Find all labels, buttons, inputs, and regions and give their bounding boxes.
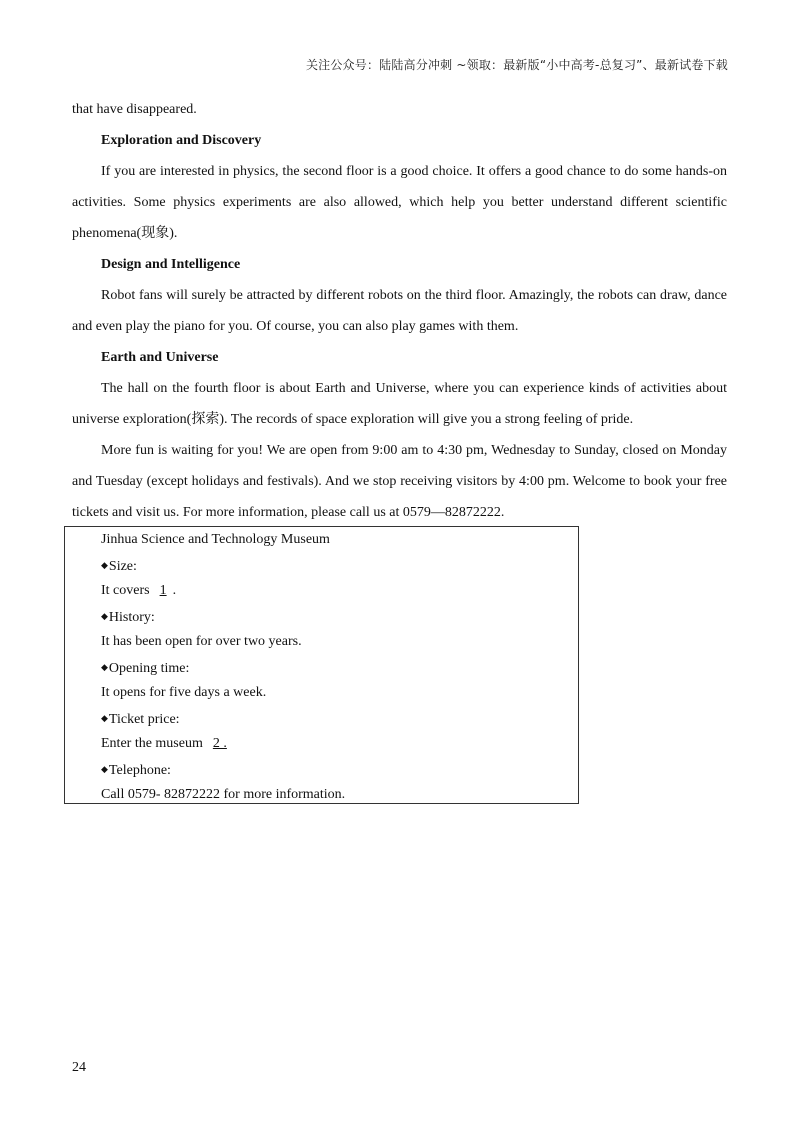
- size-row: [101, 579, 578, 604]
- phone-text: Call 0579- 82872222 for more information.: [101, 787, 346, 802]
- diamond-bullet-icon: ◆: [101, 610, 108, 621]
- opening-label: Opening time:: [108, 660, 190, 676]
- passage-continuation: that have disappeared.: [72, 102, 197, 117]
- info-box-title: Jinhua Science and Technology Museum: [101, 532, 330, 547]
- closing-paragraph: More fun is waiting for you! We are open from 9:00 am to 4:30 pm, Wednesday to Sunday, closed on Monday and Tuesday (except holidays and festivals). And we stop receiving visitors by 4:00 pm. Welcome to book your free tickets and visit us. For more information, please call us at 0579—82872222.: [72, 443, 727, 520]
- ticket-row: [101, 732, 578, 757]
- diamond-bullet-icon: ◆: [101, 661, 108, 672]
- section-heading-design: Design and Intelligence: [101, 257, 241, 272]
- history-label: History:: [108, 609, 155, 625]
- history-label-row: [101, 604, 578, 631]
- phone-label-row: [101, 757, 578, 784]
- section-heading-exploration: Exploration and Discovery: [101, 133, 262, 148]
- ticket-label-row: [101, 706, 578, 733]
- phone-label: Telephone:: [108, 762, 171, 778]
- diamond-bullet-icon: ◆: [101, 763, 108, 774]
- opening-text: It opens for five days a week.: [101, 685, 267, 700]
- opening-label-row: [101, 655, 578, 682]
- size-end: .: [172, 583, 177, 598]
- page-header: 关注公众号：陆陆高分冲刺 ~领取：最新版“小中高考-总复习”、最新试卷下载: [305, 58, 728, 72]
- ticket-text: Enter the museum: [101, 736, 203, 751]
- answer-blank-1: 1: [159, 583, 167, 598]
- diamond-bullet-icon: ◆: [101, 712, 108, 723]
- section-text-exploration: If you are interested in physics, the second floor is a good choice. It offers a good chance to do some hands-on activities. Some physics experiments are also allowed, which help you better understand different scientific phenomena(现象).: [72, 164, 727, 241]
- ticket-label: Ticket price:: [108, 711, 180, 727]
- section-text-design: Robot fans will surely be attracted by different robots on the third floor. Amazingly, the robots can draw, dance and even play the piano for you. Of course, you can also play games with them.: [72, 288, 727, 334]
- section-text-earth: The hall on the fourth floor is about Earth and Universe, where you can experience kinds of activities about universe exploration(探索). The records of space exploration will give you a strong feeling of pride.: [72, 381, 727, 427]
- history-text: It has been open for over two years.: [101, 634, 302, 649]
- info-box: [64, 526, 579, 804]
- answer-blank-2: 2 .: [212, 736, 227, 751]
- size-label-row: [101, 553, 578, 580]
- section-heading-earth: Earth and Universe: [101, 350, 219, 365]
- size-label: Size:: [108, 558, 137, 574]
- size-text: It covers: [101, 583, 150, 598]
- diamond-bullet-icon: ◆: [101, 559, 108, 570]
- page-number: 24: [72, 1060, 86, 1075]
- passage: [72, 94, 727, 528]
